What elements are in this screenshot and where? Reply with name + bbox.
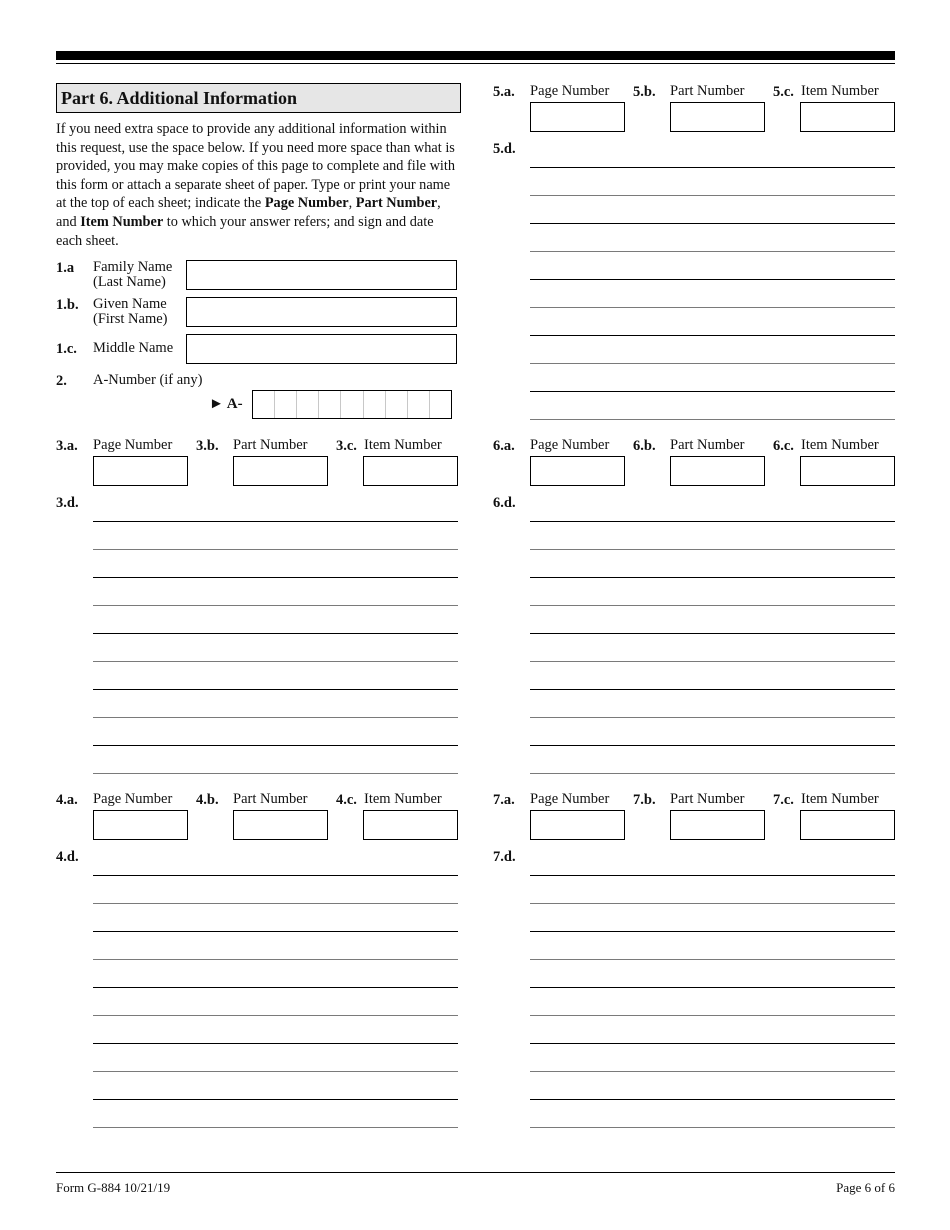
part-number-label: Part Number xyxy=(233,791,308,807)
answer-line[interactable] xyxy=(530,521,895,522)
item-number: 5.d. xyxy=(493,141,516,157)
middle-name-input[interactable] xyxy=(186,334,457,364)
item-number: 7.c. xyxy=(773,792,794,808)
item-number: 2. xyxy=(56,373,67,389)
answer-line[interactable] xyxy=(530,1071,895,1072)
answer-line[interactable] xyxy=(530,959,895,960)
item-number: 4.d. xyxy=(56,849,79,865)
answer-line[interactable] xyxy=(93,661,458,662)
answer-line[interactable] xyxy=(93,1043,458,1044)
part-number-label: Part Number xyxy=(670,791,745,807)
page-number-input[interactable] xyxy=(530,456,625,486)
top-rule-thin xyxy=(56,63,895,64)
answer-line[interactable] xyxy=(530,1127,895,1128)
answer-line[interactable] xyxy=(530,307,895,308)
instructions: If you need extra space to provide any additional information within this request, use the space below. If you need more space than what is provided, you may make copies of this page to complete and file with this form or attach a separate sheet of paper. Type or print your name at the top of each sheet; indicate the Page Number, Part Number, and Item Number to which your answer refers; and sign and date each sheet. xyxy=(56,121,456,249)
item-number: 5.b. xyxy=(633,84,656,100)
part-number-label: Part Number xyxy=(233,437,308,453)
item-number: 1.b. xyxy=(56,297,79,313)
answer-line[interactable] xyxy=(530,745,895,746)
page-number-input[interactable] xyxy=(530,102,625,132)
answer-line[interactable] xyxy=(530,1015,895,1016)
item-number-input[interactable] xyxy=(800,810,895,840)
answer-line[interactable] xyxy=(530,577,895,578)
item-number: 5.c. xyxy=(773,84,794,100)
part-title: Part 6. Additional Information xyxy=(56,83,461,113)
item-number: 4.a. xyxy=(56,792,78,808)
a-number-input[interactable] xyxy=(252,390,452,419)
page-number-label: Page Number xyxy=(530,791,610,807)
answer-line[interactable] xyxy=(93,605,458,606)
item-number-input[interactable] xyxy=(800,456,895,486)
item-number-label: Item Number xyxy=(364,437,442,453)
form-id: Form G-884 10/21/19 xyxy=(56,1180,171,1195)
page-number-label: Page Number xyxy=(93,791,173,807)
item-number-label: Item Number xyxy=(801,791,879,807)
item-number: 5.a. xyxy=(493,84,515,100)
item-number: 4.c. xyxy=(336,792,357,808)
answer-line[interactable] xyxy=(93,1099,458,1100)
answer-line[interactable] xyxy=(530,773,895,774)
answer-line[interactable] xyxy=(530,605,895,606)
answer-line[interactable] xyxy=(530,717,895,718)
page-number-label: Page Number xyxy=(530,83,610,99)
top-rule-thick xyxy=(56,51,895,60)
answer-line[interactable] xyxy=(93,717,458,718)
a-number-label: A-Number (if any) xyxy=(93,372,203,388)
answer-line[interactable] xyxy=(530,549,895,550)
answer-line[interactable] xyxy=(93,903,458,904)
item-number: 7.b. xyxy=(633,792,656,808)
answer-line[interactable] xyxy=(530,223,895,224)
item-number: 1.a xyxy=(56,260,75,276)
item-number: 3.d. xyxy=(56,495,79,511)
answer-line[interactable] xyxy=(530,195,895,196)
answer-line[interactable] xyxy=(93,577,458,578)
answer-line[interactable] xyxy=(93,773,458,774)
a-number-prefix: ► A- xyxy=(209,396,243,412)
answer-line[interactable] xyxy=(530,1099,895,1100)
item-number-label: Item Number xyxy=(801,83,879,99)
item-number-label: Item Number xyxy=(801,437,879,453)
answer-line[interactable] xyxy=(530,335,895,336)
given-name-label: Given Name (First Name) xyxy=(93,296,168,327)
part-number-label: Part Number xyxy=(670,437,745,453)
part-number-label: Part Number xyxy=(670,83,745,99)
item-number: 1.c. xyxy=(56,341,77,357)
answer-line[interactable] xyxy=(93,1015,458,1016)
page-number-label: Page Number xyxy=(530,437,610,453)
part-number-input[interactable] xyxy=(670,102,765,132)
answer-line[interactable] xyxy=(530,391,895,392)
family-name-label: Family Name (Last Name) xyxy=(93,259,173,290)
answer-line[interactable] xyxy=(530,987,895,988)
page-number-input[interactable] xyxy=(93,456,188,486)
answer-line[interactable] xyxy=(530,1043,895,1044)
item-number-input[interactable] xyxy=(363,810,458,840)
answer-line[interactable] xyxy=(530,689,895,690)
page-number-input[interactable] xyxy=(530,810,625,840)
answer-line[interactable] xyxy=(93,1071,458,1072)
family-name-input[interactable] xyxy=(186,260,457,290)
item-number: 3.c. xyxy=(336,438,357,454)
item-number-input[interactable] xyxy=(800,102,895,132)
answer-line[interactable] xyxy=(93,689,458,690)
page-number-input[interactable] xyxy=(93,810,188,840)
item-number: 4.b. xyxy=(196,792,219,808)
answer-line[interactable] xyxy=(93,745,458,746)
item-number: 7.a. xyxy=(493,792,515,808)
item-number-input[interactable] xyxy=(363,456,458,486)
item-number-label: Item Number xyxy=(364,791,442,807)
page-number-label: Page Number xyxy=(93,437,173,453)
item-number: 6.a. xyxy=(493,438,515,454)
item-number: 6.b. xyxy=(633,438,656,454)
answer-line[interactable] xyxy=(93,1127,458,1128)
middle-name-label: Middle Name xyxy=(93,340,174,356)
item-number: 6.c. xyxy=(773,438,794,454)
item-number: 7.d. xyxy=(493,849,516,865)
given-name-input[interactable] xyxy=(186,297,457,327)
answer-line[interactable] xyxy=(530,633,895,634)
answer-line[interactable] xyxy=(93,521,458,522)
answer-line[interactable] xyxy=(93,959,458,960)
answer-line[interactable] xyxy=(530,167,895,168)
page-number: Page 6 of 6 xyxy=(836,1180,895,1195)
answer-line[interactable] xyxy=(530,419,895,420)
answer-line[interactable] xyxy=(93,987,458,988)
answer-line[interactable] xyxy=(530,661,895,662)
answer-line[interactable] xyxy=(530,251,895,252)
footer-rule xyxy=(56,1172,895,1173)
answer-line[interactable] xyxy=(93,549,458,550)
answer-line[interactable] xyxy=(530,875,895,876)
part-number-input[interactable] xyxy=(670,456,765,486)
answer-line[interactable] xyxy=(530,279,895,280)
item-number: 3.a. xyxy=(56,438,78,454)
answer-line[interactable] xyxy=(93,875,458,876)
part-number-input[interactable] xyxy=(233,456,328,486)
answer-line[interactable] xyxy=(93,633,458,634)
answer-line[interactable] xyxy=(530,903,895,904)
part-number-input[interactable] xyxy=(670,810,765,840)
item-number: 6.d. xyxy=(493,495,516,511)
part-number-input[interactable] xyxy=(233,810,328,840)
answer-line[interactable] xyxy=(530,363,895,364)
answer-line[interactable] xyxy=(530,931,895,932)
item-number: 3.b. xyxy=(196,438,219,454)
answer-line[interactable] xyxy=(93,931,458,932)
